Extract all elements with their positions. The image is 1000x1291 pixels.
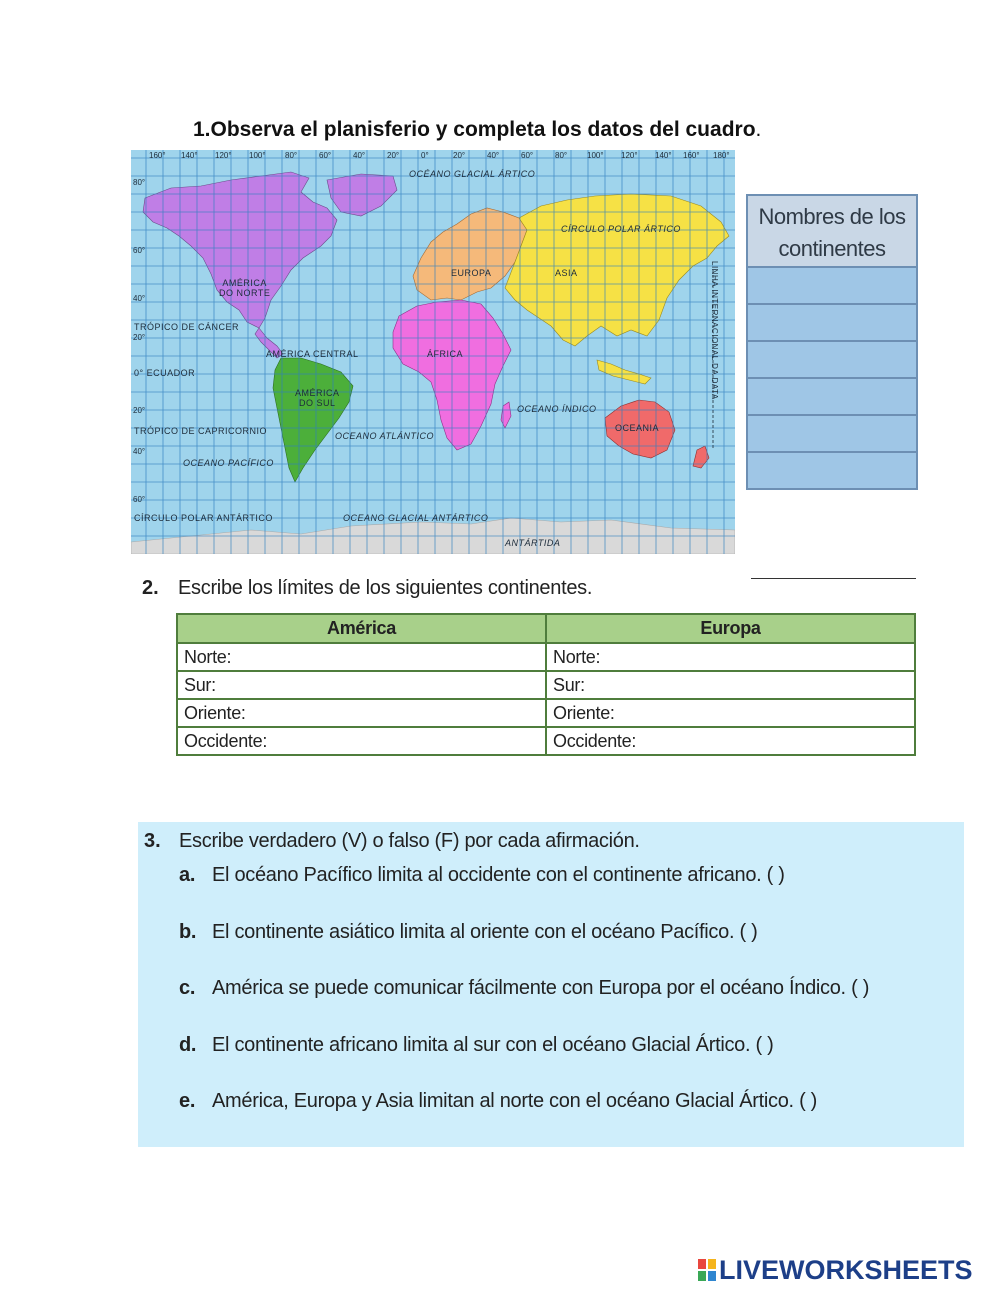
liveworksheets-logo	[698, 1254, 973, 1286]
cell-europa-sur[interactable]: Sur:	[546, 671, 915, 699]
logo-icon	[698, 1259, 716, 1281]
statement-letter: e.	[179, 1090, 196, 1112]
continent-name-input[interactable]	[748, 305, 916, 342]
lon-tick: 60°	[521, 151, 534, 160]
lon-tick: 20°	[387, 151, 400, 160]
lon-tick: 60°	[319, 151, 332, 160]
lon-tick: 0°	[421, 151, 429, 160]
continent-name-input[interactable]	[748, 416, 916, 453]
lon-tick: 80°	[555, 151, 568, 160]
question-3-number: 3.	[144, 830, 161, 852]
label-oceano-pacifico: OCEANO PACÍFICO	[183, 458, 274, 468]
lon-tick: 40°	[487, 151, 500, 160]
label-circulo-polar-artico: CÍRCULO POLAR ÁRTICO	[561, 224, 681, 234]
continent-name-input[interactable]	[748, 268, 916, 305]
statement-text: El continente africano limita al sur con el océano Glacial Ártico. ( )	[212, 1034, 774, 1056]
label-linea-fecha: LINHA INTERNACIONAL DA DATA	[710, 261, 719, 400]
statement-letter: b.	[179, 921, 197, 943]
south-america-shape	[273, 358, 353, 482]
cell-europa-oriente[interactable]: Oriente:	[546, 699, 915, 727]
question-2-number: 2.	[142, 577, 159, 599]
continent-names-header: Nombres de los continentes	[748, 196, 916, 268]
lat-tick: 60°	[133, 246, 146, 255]
question-1-title: 1.Observa el planisferio y completa los datos del cuadro.	[193, 118, 762, 141]
label-glacial-artico: OCÉANO GLACIAL ÁRTICO	[409, 169, 536, 179]
lon-tick: 140°	[181, 151, 198, 160]
label-ecuador: 0° ECUADOR	[134, 368, 196, 378]
limits-table	[176, 613, 916, 756]
lon-tick: 20°	[453, 151, 466, 160]
statement-a[interactable]	[179, 864, 785, 887]
cell-america-sur[interactable]: Sur:	[177, 671, 546, 699]
lat-tick: 20°	[133, 333, 146, 342]
question-2-text: Escribe los límites de los siguientes continentes.	[178, 577, 593, 599]
logo-text: LIVEWORKSHEETS	[719, 1254, 973, 1285]
statement-b[interactable]	[179, 921, 757, 944]
statement-letter: d.	[179, 1034, 197, 1056]
lat-tick: 80°	[133, 178, 146, 187]
statement-letter: a.	[179, 864, 196, 886]
label-america-norte: AMÉRICA DO NORTE	[219, 278, 271, 298]
statement-text: América, Europa y Asia limitan al norte con el océano Glacial Ártico. ( )	[212, 1090, 818, 1112]
madagascar-shape	[501, 402, 511, 428]
lon-tick: 160°	[149, 151, 166, 160]
cell-america-oriente[interactable]: Oriente:	[177, 699, 546, 727]
cell-europa-norte[interactable]: Norte:	[546, 643, 915, 671]
statement-text: El océano Pacífico limita al occidente con el continente africano. ( )	[212, 864, 785, 886]
lat-tick: 20°	[133, 406, 146, 415]
lon-tick: 80°	[285, 151, 298, 160]
statement-text: América se puede comunicar fácilmente con Europa por el océano Índico. ( )	[212, 977, 870, 999]
column-header-europa: Europa	[546, 614, 915, 643]
column-header-america: América	[177, 614, 546, 643]
label-america-sul: AMÉRICA DO SUL	[295, 388, 340, 408]
lon-tick: 100°	[587, 151, 604, 160]
greenland-shape	[327, 174, 397, 216]
statement-e[interactable]	[179, 1090, 817, 1113]
lon-tick: 120°	[215, 151, 232, 160]
label-tropico-capricornio: TRÓPICO DE CAPRICORNIO	[134, 426, 268, 436]
world-map	[131, 150, 735, 554]
label-glacial-antartico: OCEANO GLACIAL ANTÁRTICO	[343, 513, 489, 523]
label-circulo-polar-antartico: CÍRCULO POLAR ANTÁRTICO	[134, 513, 273, 523]
label-tropico-cancer: TRÓPICO DE CÁNCER	[134, 322, 240, 332]
label-asia: ASIA	[555, 268, 578, 278]
continent-name-input[interactable]	[748, 453, 916, 488]
label-america-central: AMÉRICA CENTRAL	[266, 349, 359, 359]
lon-tick: 40°	[353, 151, 366, 160]
label-oceano-indico: OCEANO ÍNDICO	[517, 404, 597, 414]
lon-tick: 140°	[655, 151, 672, 160]
north-america-shape	[143, 172, 337, 328]
continent-names-table	[746, 194, 918, 490]
lat-tick: 40°	[133, 447, 146, 456]
statement-text: El continente asiático limita al oriente con el océano Pacífico. ( )	[212, 921, 758, 943]
label-oceano-atlantico: OCEANO ATLÁNTICO	[335, 431, 435, 441]
asia-shape	[505, 194, 729, 346]
lon-tick: 160°	[683, 151, 700, 160]
statement-d[interactable]	[179, 1034, 774, 1057]
label-oceania: OCEANIA	[615, 423, 660, 433]
divider-line	[751, 578, 916, 579]
lon-tick: 180°	[713, 151, 730, 160]
continent-name-input[interactable]	[748, 379, 916, 416]
lat-tick: 60°	[133, 495, 146, 504]
statement-c[interactable]	[179, 977, 869, 1000]
lon-tick: 120°	[621, 151, 638, 160]
label-africa: ÁFRICA	[427, 349, 464, 359]
cell-america-occidente[interactable]: Occidente:	[177, 727, 546, 755]
continent-name-input[interactable]	[748, 342, 916, 379]
question-3-box	[138, 822, 964, 1147]
cell-europa-occidente[interactable]: Occidente:	[546, 727, 915, 755]
label-antartida: ANTÁRTIDA	[505, 538, 561, 548]
lon-tick: 100°	[249, 151, 266, 160]
cell-america-norte[interactable]: Norte:	[177, 643, 546, 671]
statement-letter: c.	[179, 977, 196, 999]
question-3-text: Escribe verdadero (V) o falso (F) por cada afirmación.	[179, 830, 640, 852]
lat-tick: 40°	[133, 294, 146, 303]
label-europa: EUROPA	[451, 268, 492, 278]
